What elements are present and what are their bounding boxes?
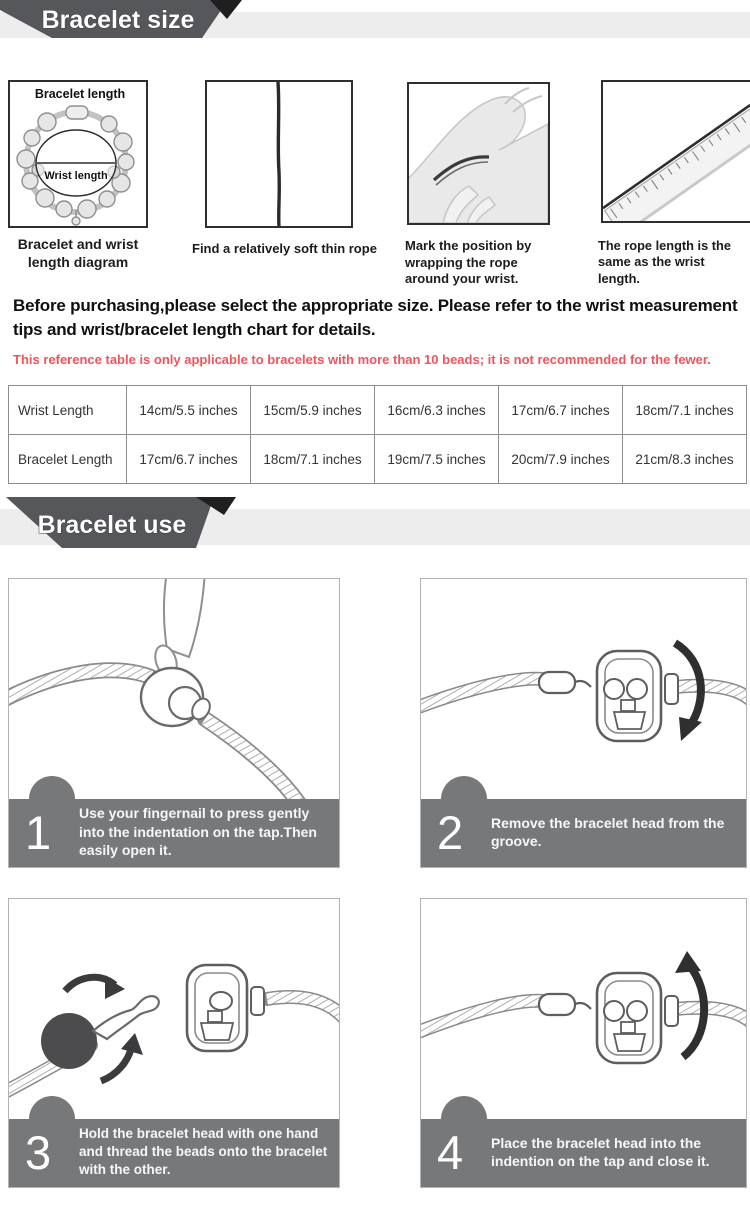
- cell: 18cm/7.1 inches: [623, 386, 747, 435]
- wrist-length-label: Wrist length: [44, 170, 108, 182]
- panel-ruler: [601, 80, 750, 223]
- step4-illustration: [421, 899, 746, 1119]
- banner-use-title: Bracelet use: [37, 511, 187, 539]
- bead-graphic: [41, 1013, 97, 1069]
- row-header-wrist: Wrist Length: [9, 386, 127, 435]
- bracelet-length-label: Bracelet length: [34, 87, 126, 101]
- cell: 21cm/8.3 inches: [623, 435, 747, 484]
- step-number: 2: [437, 805, 464, 859]
- caption-wrist-wrap: Mark the position by wrapping the rope around your wrist.: [405, 238, 532, 287]
- step-caption: Remove the bracelet head from the groove.: [491, 814, 725, 849]
- banner-use-ribbon: [0, 495, 260, 553]
- step2-illustration: [421, 579, 746, 799]
- cell: 17cm/6.7 inches: [499, 386, 623, 435]
- banner-size-ribbon: [0, 0, 260, 42]
- cell: 18cm/7.1 inches: [251, 435, 375, 484]
- step3-panel: [8, 898, 340, 1188]
- cell: 19cm/7.5 inches: [375, 435, 499, 484]
- step4-panel: [420, 898, 747, 1188]
- table-row: [9, 386, 747, 435]
- step-caption: Place the bracelet head into the indention on the tap and close it.: [491, 1134, 710, 1169]
- caption-thin-rope: Find a relatively soft thin rope: [192, 241, 377, 256]
- clasp-graphic: [539, 973, 678, 1063]
- step4-caption-band: [421, 1119, 746, 1187]
- cell: 20cm/7.9 inches: [499, 435, 623, 484]
- step3-caption-band: [9, 1119, 339, 1187]
- caption-ruler: The rope length is the same as the wrist length.: [598, 238, 731, 286]
- step-number: 3: [25, 1125, 52, 1179]
- step3-illustration: [9, 899, 339, 1119]
- cell: 15cm/5.9 inches: [251, 386, 375, 435]
- row-header-bracelet: Bracelet Length: [9, 435, 127, 484]
- caption-bracelet-diagram: Bracelet and wrist length diagram: [17, 236, 139, 270]
- intro-text: Before purchasing,please select the appropriate size. Please refer to the wrist measurement tips and wrist/bracelet length chart for details.: [13, 296, 738, 339]
- panel-wrist-wrap: [407, 82, 550, 225]
- cell: 16cm/6.3 inches: [375, 386, 499, 435]
- size-chart: [8, 385, 747, 484]
- panel-thin-rope: [205, 80, 353, 228]
- warning-text: This reference table is only applicable to bracelets with more than 10 beads; it is not recommended for the fewer.: [13, 352, 711, 367]
- finger-graphic: [152, 579, 205, 679]
- rope-image: [207, 82, 351, 226]
- banner-size-title: Bracelet size: [41, 6, 195, 34]
- bracelet-diagram-image: [10, 82, 146, 226]
- clasp-graphic: [66, 106, 88, 119]
- step1-panel: [8, 578, 340, 868]
- clasp-graphic: [141, 668, 213, 726]
- step-caption: Hold the bracelet head with one hand and thread the beads onto the bracelet with the other.: [79, 1126, 328, 1177]
- ruler-image: [603, 82, 750, 221]
- wrist-wrap-image: [409, 84, 548, 223]
- rope-graphic: [278, 82, 279, 226]
- step2-panel: [420, 578, 747, 868]
- clasp-graphic: [539, 651, 678, 741]
- clasp-graphic: [187, 965, 264, 1051]
- step1-illustration: [9, 579, 339, 799]
- ruler-graphic: [603, 105, 750, 221]
- step-number: 4: [437, 1125, 464, 1179]
- pin-graphic: [93, 996, 159, 1039]
- step-number: 1: [25, 805, 52, 859]
- table-row: [9, 435, 747, 484]
- size-chart-table: [8, 385, 747, 484]
- cell: 17cm/6.7 inches: [127, 435, 251, 484]
- step2-caption-band: [421, 799, 746, 867]
- panel-bracelet-diagram: [8, 80, 148, 228]
- cell: 14cm/5.5 inches: [127, 386, 251, 435]
- rope-graphic: [421, 1001, 746, 1034]
- step1-caption-band: [9, 799, 339, 867]
- step-caption: Use your fingernail to press gently into the indentation on the tap.Then easily open it.: [79, 805, 317, 859]
